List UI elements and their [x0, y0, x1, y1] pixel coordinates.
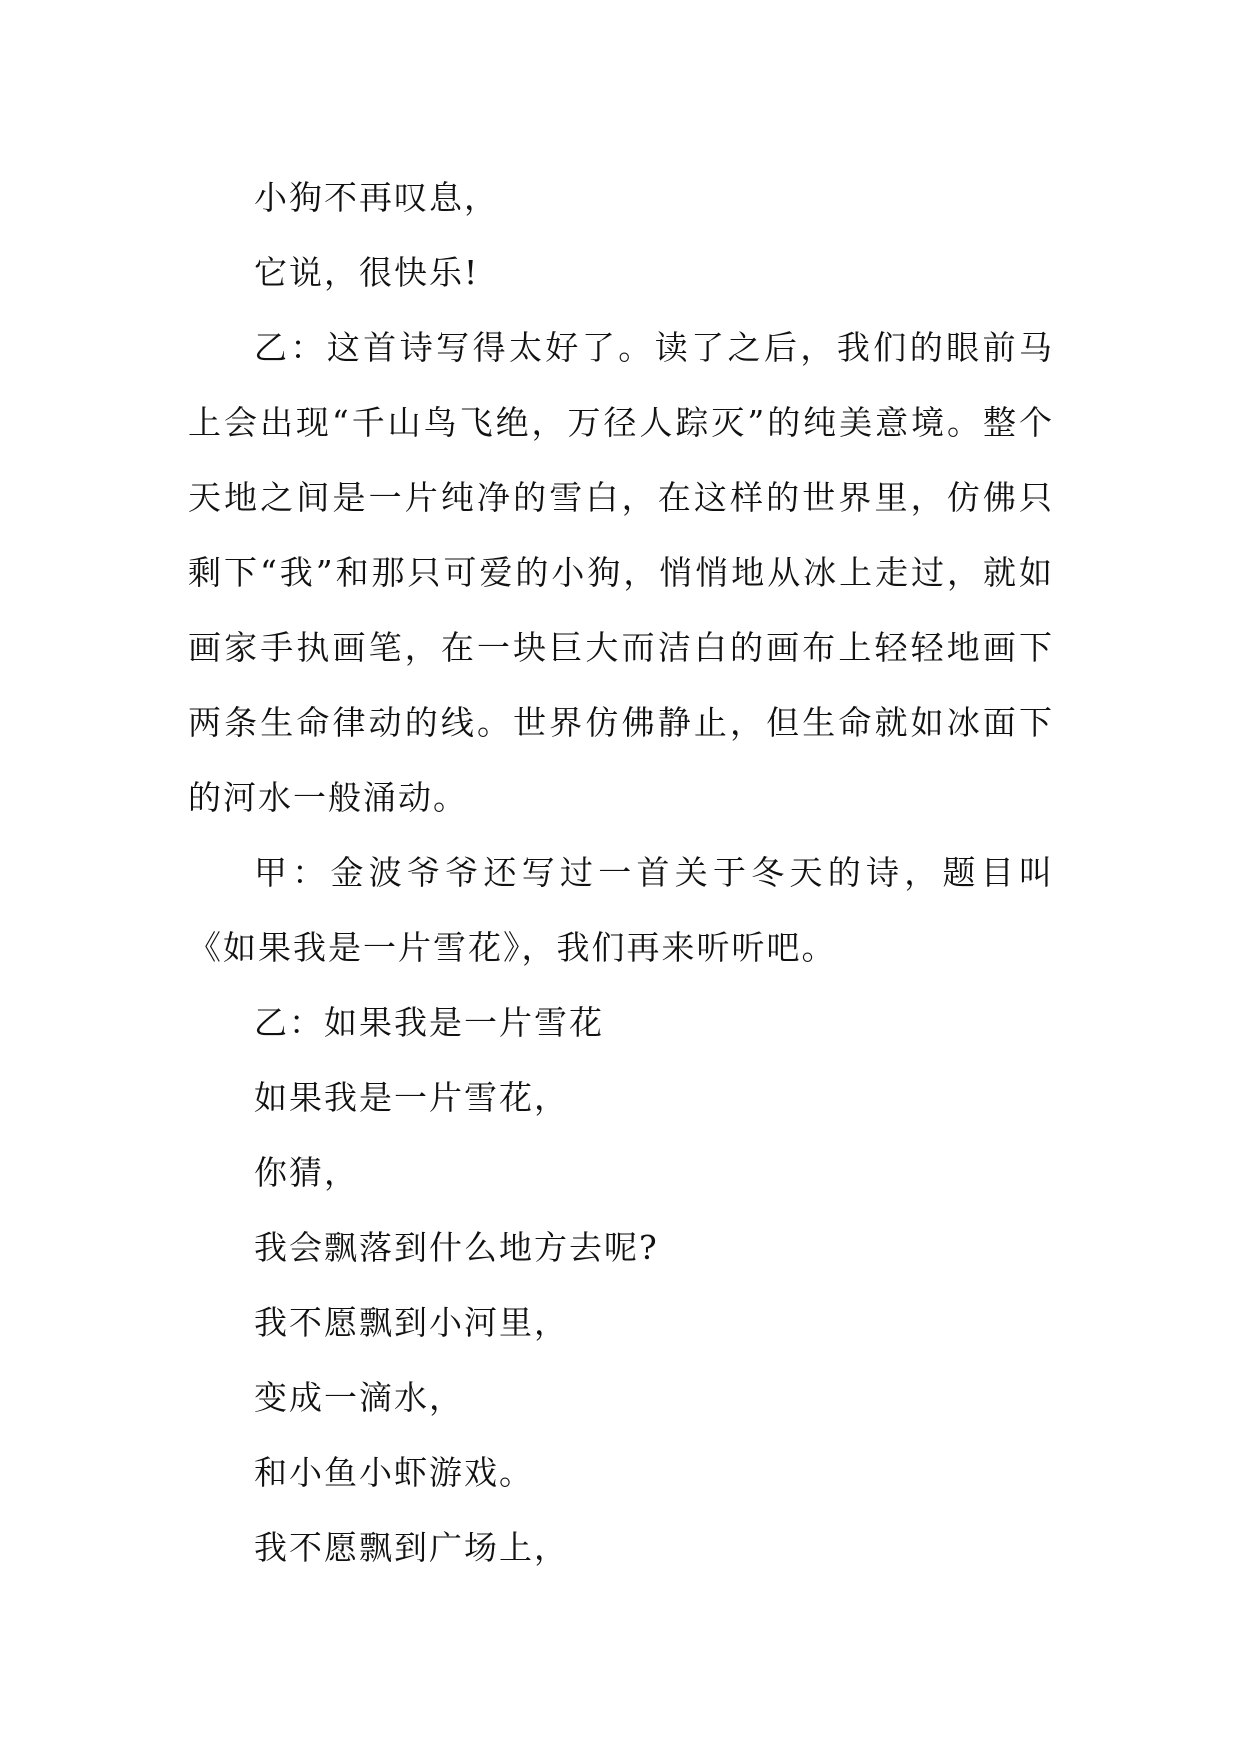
poem-line: 如果我是一片雪花，: [254, 1078, 569, 1117]
poem-line: 我不愿飘到小河里，: [254, 1303, 569, 1342]
text-paragraph: 甲：金波爷爷还写过一首关于冬天的诗，题目叫《如果我是一片雪花》，我们再来听听吧。: [188, 853, 1054, 967]
poem-line: 你猜，: [254, 1153, 359, 1192]
poem-line: 和小鱼小虾游戏。: [254, 1453, 534, 1492]
poem-line: 我不愿飘到广场上，: [254, 1528, 569, 1567]
document-body: [188, 160, 1054, 1585]
poem-line: 变成一滴水，: [254, 1378, 464, 1417]
poem-title-line: 乙：如果我是一片雪花: [254, 1003, 604, 1042]
poem-line: 我会飘落到什么地方去呢?: [254, 1228, 659, 1267]
text-paragraph: 乙：这首诗写得太好了。读了之后，我们的眼前马上会出现“千山鸟飞绝，万径人踪灭”的纯美意境。整个天地之间是一片纯净的雪白，在这样的世界里，仿佛只剩下“我”和那只可爱的小狗，悄悄地从冰上走过，就如画家手执画笔，在一块巨大而洁白的画布上轻轻地画下两条生命律动的线。世界仿佛静止，但生命就如冰面下的河水一般涌动。: [188, 328, 1054, 817]
text-line: 小狗不再叹息，: [254, 178, 499, 217]
text-line: 它说，很快乐!: [254, 253, 480, 292]
